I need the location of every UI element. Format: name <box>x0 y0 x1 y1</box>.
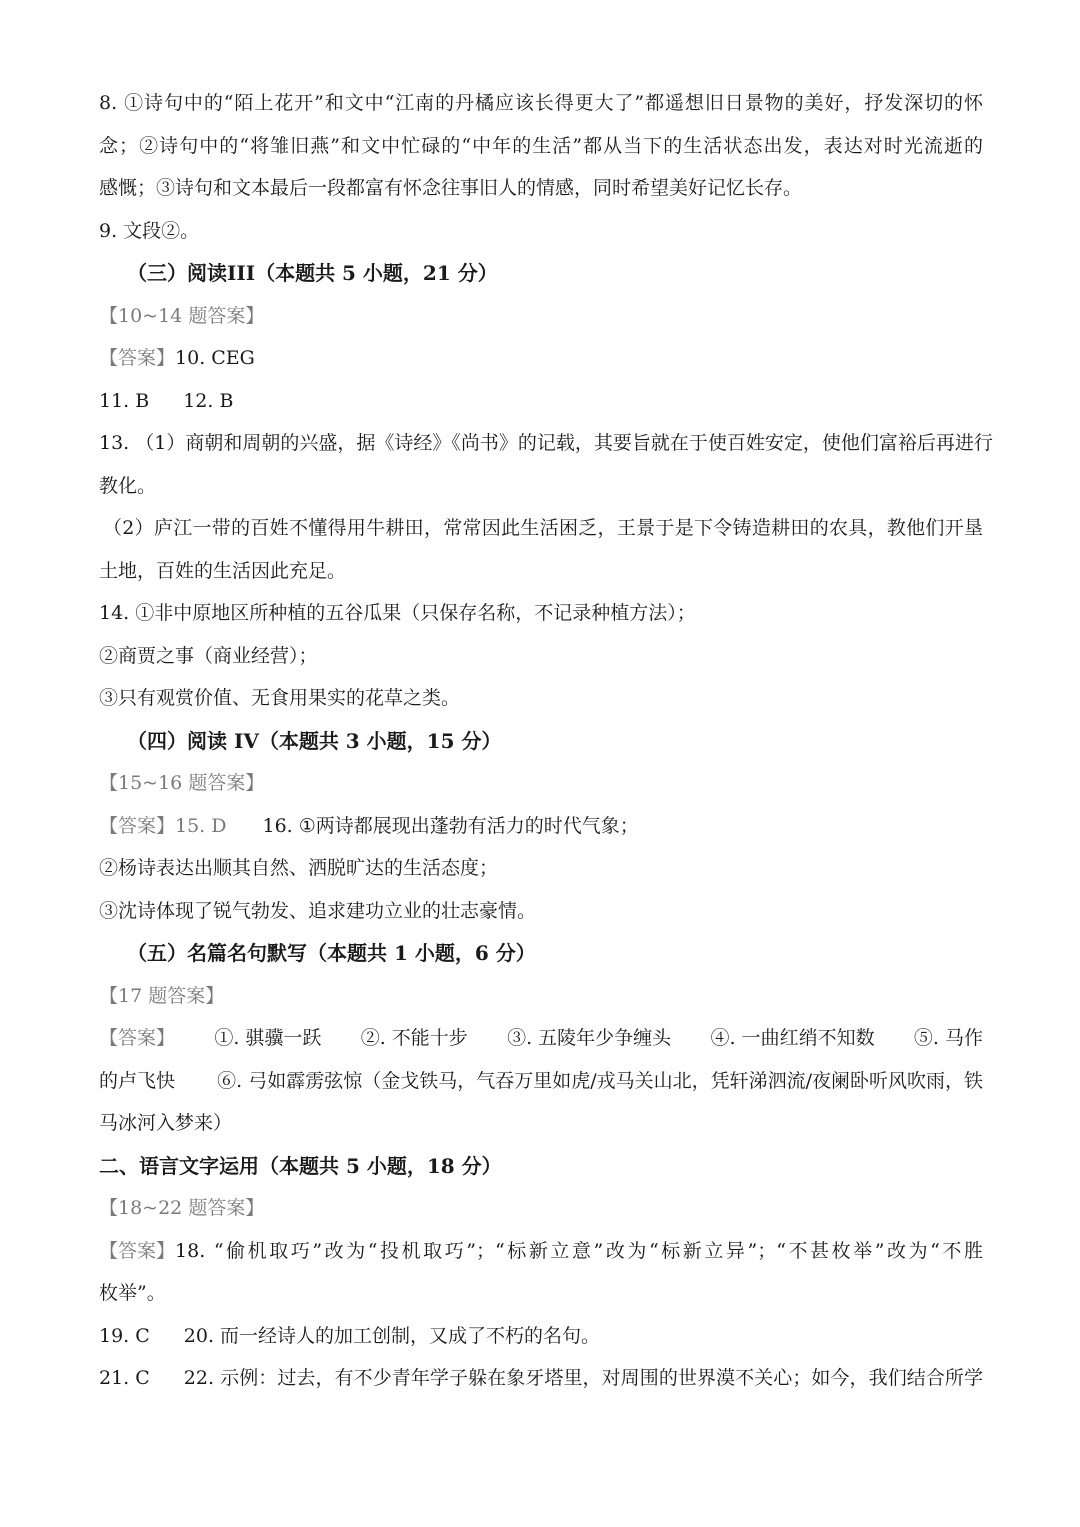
section-heading-reading-3: （三）阅读III（本题共 5 小题，21 分） <box>127 261 498 285</box>
answer-17-item-6: ⑥. 弓如霹雳弦惊（金戈铁马，气吞万里如虎/戎马关山北，凭轩涕泗流/夜阑卧听风吹雨，铁 <box>217 1069 983 1092</box>
answer-18-text: 18. “偷机取巧”改为“投机取巧”；“标新立意”改为“标新立异”；“不甚枚举”改为“不胜 <box>175 1239 983 1262</box>
answer-17-line-2 <box>99 1060 983 1103</box>
answer-19-20 <box>99 1315 983 1358</box>
answer-label: 【答案】 <box>99 347 176 369</box>
answer-15-text: 【答案】15. D <box>99 814 227 837</box>
answer-13-part2-line-2: 土地，百姓的生活因此充足。 <box>99 559 347 582</box>
answer-10 <box>99 337 983 380</box>
answer-18-line-2: 枚举”。 <box>99 1282 166 1304</box>
section-heading-recitation: （五）名篇名句默写（本题共 1 小题，6 分） <box>127 941 536 965</box>
answer-9: 9. 文段②。 <box>99 219 200 242</box>
answer-range-10-14: 【10~14 题答案】 <box>99 304 265 327</box>
answer-17-line-3: 马冰河入梦来） <box>99 1112 233 1134</box>
answer-11-12 <box>99 380 983 423</box>
answer-label: 【答案】 <box>99 1027 176 1049</box>
answer-19-text: 19. C <box>99 1324 150 1347</box>
answer-15-16 <box>99 805 983 848</box>
answer-21-text: 21. C <box>99 1367 150 1389</box>
answer-range-15-16: 【15~16 题答案】 <box>99 772 265 794</box>
answer-8-line-1: 8. ①诗句中的“陌上花开”和文中“江南的丹橘应该长得更大了”都遥想旧日景物的美好，抒发深切的怀 <box>99 92 983 114</box>
answer-8-line-3: 感慨；③诗句和文本最后一段都富有怀念往事旧人的情感，同时希望美好记忆长存。 <box>99 177 803 199</box>
answer-16-line-2: ②杨诗表达出顺其自然、洒脱旷达的生活态度； <box>99 857 499 879</box>
answer-range-17: 【17 题答案】 <box>99 984 225 1007</box>
answer-label: 【答案】 <box>99 1239 176 1262</box>
answer-13-part2-line-1: （2）庐江一带的百姓不懂得用牛耕田，常常因此生活困乏，王景于是下令铸造耕田的农具，教他们开垦 <box>103 517 983 539</box>
answer-14-line-1: 14. ①非中原地区所种植的五谷瓜果（只保存名称，不记录种植方法）； <box>99 602 696 624</box>
answer-16-line-3: ③沈诗体现了锐气勃发、追求建功立业的壮志豪情。 <box>99 899 537 922</box>
answer-17-item-5-cont: 的卢飞快 <box>99 1069 176 1092</box>
answer-13-line-1: 13. （1）商朝和周朝的兴盛，据《诗经》《尚书》的记载，其要旨就在于使百姓安定，使他们富裕后再进行 <box>99 432 993 454</box>
answer-21-22 <box>99 1357 983 1400</box>
answer-17-line-1 <box>99 1017 983 1060</box>
section-heading-language-use: 二、语言文字运用（本题共 5 小题，18 分） <box>99 1153 502 1178</box>
answer-20-text: 20. 而一经诗人的加工创制，又成了不朽的名句。 <box>183 1324 601 1347</box>
answer-17-item-5: ⑤. 马作 <box>913 1027 983 1049</box>
answer-22-text: 22. 示例：过去，有不少青年学子躲在象牙塔里，对周围的世界漠不关心；如今，我们结合所学 <box>183 1367 983 1389</box>
answer-17-item-3: ③. 五陵年少争缠头 <box>507 1027 672 1049</box>
answer-18-line-1 <box>99 1230 983 1273</box>
section-heading-reading-4: （四）阅读 IV（本题共 3 小题，15 分） <box>127 728 502 753</box>
answer-sheet-page <box>99 82 993 1400</box>
answer-17-item-1: ①. 骐骥一跃 <box>214 1027 322 1049</box>
answer-16-text: 16. ①两诗都展现出蓬勃有活力的时代气象； <box>262 814 639 837</box>
answer-8-line-2: 念；②诗句中的“将雏旧燕”和文中忙碌的“中年的生活”都从当下的生活状态出发，表达对时光流逝的 <box>99 134 983 157</box>
answer-13-line-2: 教化。 <box>99 474 157 497</box>
answer-12-text: 12. B <box>183 389 234 412</box>
answer-10-text: 10. CEG <box>175 347 255 369</box>
answer-11-text: 11. B <box>99 389 150 412</box>
answer-14-line-3: ③只有观赏价值、无食用果实的花草之类。 <box>99 687 461 709</box>
answer-17-item-2: ②. 不能十步 <box>360 1027 468 1049</box>
answer-17-item-4: ④. 一曲红绡不知数 <box>710 1027 875 1049</box>
answer-14-line-2: ②商贾之事（商业经营）； <box>99 644 318 667</box>
answer-range-18-22: 【18~22 题答案】 <box>99 1197 265 1219</box>
